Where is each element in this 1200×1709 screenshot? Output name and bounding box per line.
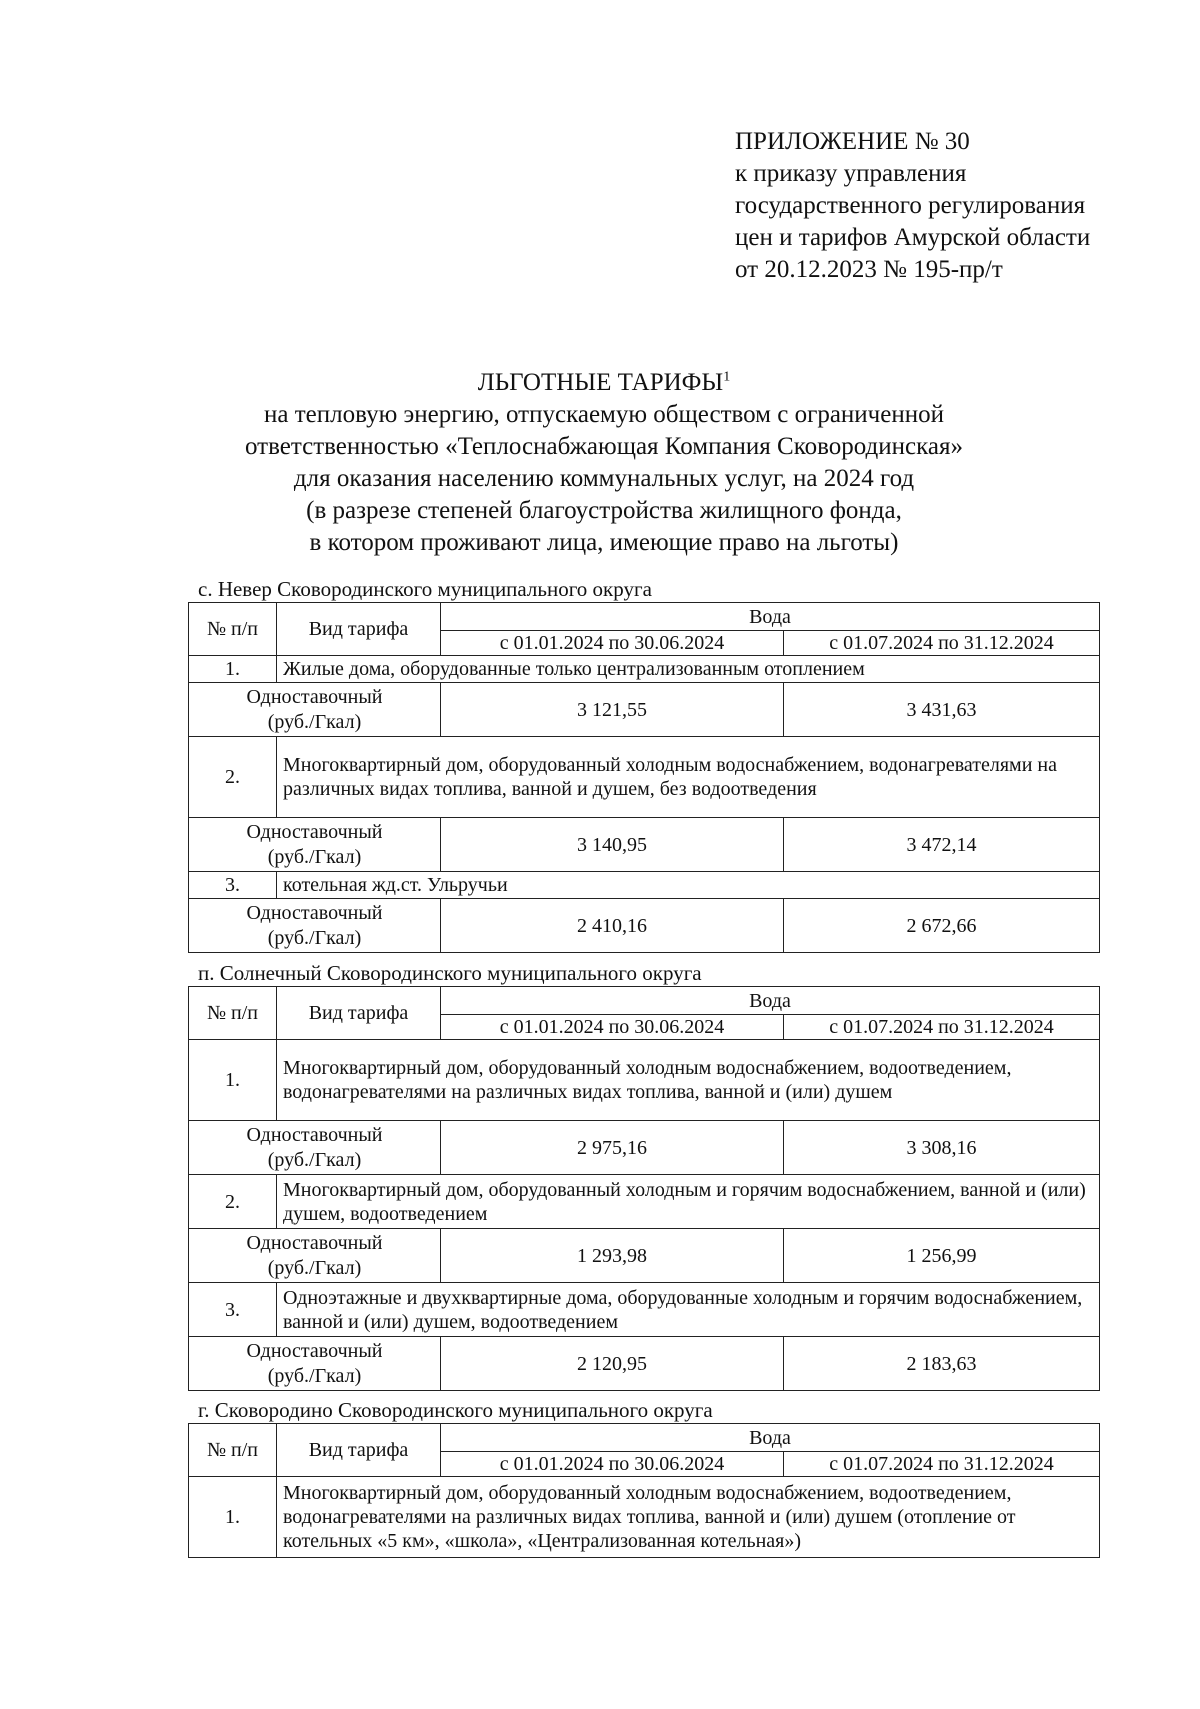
table-row-rate [189, 899, 1100, 953]
header-water: Вода [441, 603, 1100, 631]
rate-label: Одноставочный (руб./Гкал) [189, 1337, 441, 1391]
header-period-2: с 01.07.2024 по 31.12.2024 [784, 631, 1100, 656]
rate-value-period-2: 2 183,63 [784, 1337, 1100, 1391]
rate-value-period-2: 3 431,63 [784, 683, 1100, 737]
table-row-rate [189, 683, 1100, 737]
rate-value-period-2: 3 472,14 [784, 818, 1100, 872]
section-location: п. Солнечный Сковородинского муниципального округа [198, 961, 702, 985]
tariff-table [188, 602, 1100, 953]
rate-label: Одноставочный (руб./Гкал) [189, 683, 441, 737]
rate-value-period-1: 2 120,95 [441, 1337, 784, 1391]
rate-label: Одноставочный (руб./Гкал) [189, 899, 441, 953]
rate-value-period-1: 3 140,95 [441, 818, 784, 872]
row-num: 2. [189, 737, 277, 818]
table-row-rate [189, 818, 1100, 872]
appendix-line: государственного регулирования [735, 192, 1086, 219]
table-row-category [189, 1040, 1100, 1121]
table-header-row [189, 603, 1100, 631]
rate-label: Одноставочный (руб./Гкал) [189, 818, 441, 872]
appendix-line: к приказу управления [735, 160, 967, 187]
header-num: № п/п [189, 603, 277, 656]
header-period-2: с 01.07.2024 по 31.12.2024 [784, 1452, 1100, 1477]
row-description: Жилые дома, оборудованные только централизованным отоплением [277, 656, 1100, 683]
table-row-category [189, 1175, 1100, 1229]
table-header-row [189, 987, 1100, 1015]
table-header-row [189, 1424, 1100, 1452]
table-row-category [189, 1477, 1100, 1558]
table-row-rate [189, 1121, 1100, 1175]
tariff-table [188, 986, 1100, 1391]
tariff-table [188, 1423, 1100, 1558]
table-row-category [189, 656, 1100, 683]
row-description: Одноэтажные и двухквартирные дома, оборудованные холодным и горячим водоснабжением, ванной и (или) душем, водоотведением [277, 1283, 1100, 1337]
header-water: Вода [441, 1424, 1100, 1452]
row-description: Многоквартирный дом, оборудованный холодным водоснабжением, водоотведением, водонагревателями на различных видах топлива, ванной и (или) душем [277, 1040, 1100, 1121]
rate-value-period-1: 2 410,16 [441, 899, 784, 953]
rate-value-period-1: 2 975,16 [441, 1121, 784, 1175]
header-period-1: с 01.01.2024 по 30.06.2024 [441, 1015, 784, 1040]
title-line: (в разрезе степеней благоустройства жилищного фонда, [306, 497, 902, 524]
row-description: котельная жд.ст. Ульручьи [277, 872, 1100, 899]
header-num: № п/п [189, 987, 277, 1040]
footnote-mark: 1 [723, 369, 731, 385]
section-location: с. Невер Сковородинского муниципального округа [198, 577, 652, 601]
row-description: Многоквартирный дом, оборудованный холодным водоснабжением, водоотведением, водонагревателями на различных видах топлива, ванной и (или) душем (отопление от котельных «5 км», «школа», «Централизованная котельная») [277, 1477, 1100, 1558]
header-water: Вода [441, 987, 1100, 1015]
header-period-1: с 01.01.2024 по 30.06.2024 [441, 631, 784, 656]
section-location: г. Сковородино Сковородинского муниципального округа [198, 1398, 713, 1422]
table-row-rate [189, 1337, 1100, 1391]
appendix-line: цен и тарифов Амурской области [735, 224, 1091, 251]
appendix-number: ПРИЛОЖЕНИЕ № 30 [735, 128, 970, 155]
rate-value-period-2: 1 256,99 [784, 1229, 1100, 1283]
rate-label: Одноставочный (руб./Гкал) [189, 1121, 441, 1175]
appendix-order-date: от 20.12.2023 № 195-пр/т [735, 256, 1003, 283]
row-num: 1. [189, 1477, 277, 1558]
row-description: Многоквартирный дом, оборудованный холодным и горячим водоснабжением, ванной и (или) душем, водоотведением [277, 1175, 1100, 1229]
table-row-rate [189, 1229, 1100, 1283]
row-num: 1. [189, 656, 277, 683]
row-num: 1. [189, 1040, 277, 1121]
rate-value-period-2: 2 672,66 [784, 899, 1100, 953]
header-tariff-type: Вид тарифа [277, 603, 441, 656]
header-period-2: с 01.07.2024 по 31.12.2024 [784, 1015, 1100, 1040]
rate-value-period-1: 3 121,55 [441, 683, 784, 737]
row-num: 3. [189, 1283, 277, 1337]
table-row-category [189, 1283, 1100, 1337]
header-period-1: с 01.01.2024 по 30.06.2024 [441, 1452, 784, 1477]
title-line: для оказания населению коммунальных услуг, на 2024 год [293, 465, 915, 492]
document-title [160, 367, 1048, 559]
appendix-block [735, 126, 1090, 286]
rate-value-period-1: 1 293,98 [441, 1229, 784, 1283]
table-row-category [189, 872, 1100, 899]
title-heading: ЛЬГОТНЫЕ ТАРИФЫ$^1$ [477, 369, 731, 396]
rate-label: Одноставочный (руб./Гкал) [189, 1229, 441, 1283]
header-tariff-type: Вид тарифа [277, 1424, 441, 1477]
rate-value-period-2: 3 308,16 [784, 1121, 1100, 1175]
title-line: ответственностью «Теплоснабжающая Компания Сковородинская» [245, 433, 963, 460]
row-num: 2. [189, 1175, 277, 1229]
header-num: № п/п [189, 1424, 277, 1477]
title-line: на тепловую энергию, отпускаемую обществом с ограниченной [264, 401, 944, 428]
header-tariff-type: Вид тарифа [277, 987, 441, 1040]
row-description: Многоквартирный дом, оборудованный холодным водоснабжением, водонагревателями на различных видах топлива, ванной и душем, без водоотведения [277, 737, 1100, 818]
title-line: в котором проживают лица, имеющие право на льготы) [309, 529, 899, 556]
table-row-category [189, 737, 1100, 818]
row-num: 3. [189, 872, 277, 899]
